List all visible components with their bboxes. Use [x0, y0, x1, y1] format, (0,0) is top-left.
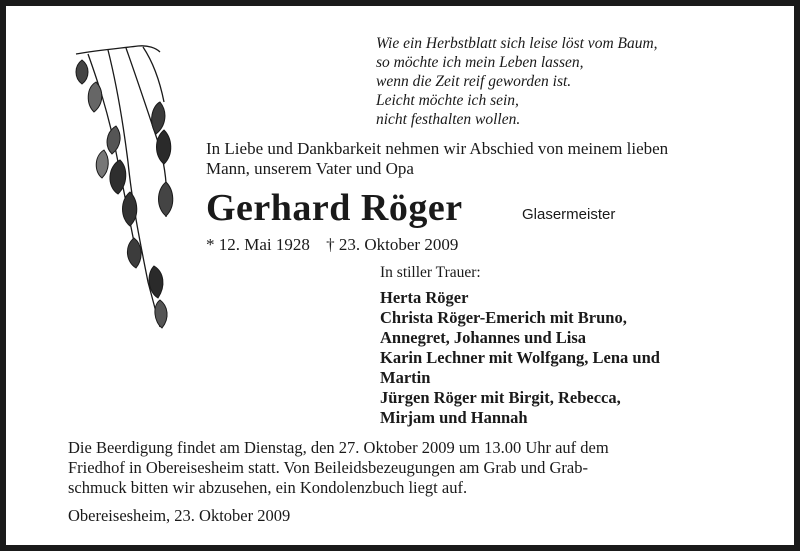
- poem-line: nicht festhalten wollen.: [376, 111, 521, 128]
- funeral-line: Friedhof in Obereisesheim statt. Von Beileidsbezeugungen am Grab und Grab-: [68, 458, 588, 477]
- birch-leaves-illustration: [68, 42, 188, 332]
- deceased-name: Gerhard Röger: [206, 187, 463, 229]
- mourners-list: [380, 288, 660, 428]
- mourners-heading: In stiller Trauer:: [380, 264, 481, 281]
- mourner-line: Karin Lechner mit Wolfgang, Lena und: [380, 348, 660, 367]
- death-date: † 23. Oktober 2009: [326, 235, 459, 254]
- funeral-line: Die Beerdigung findet am Dienstag, den 27. Oktober 2009 um 13.00 Uhr auf dem: [68, 438, 609, 457]
- place-and-date: Obereisesheim, 23. Oktober 2009: [68, 506, 291, 525]
- funeral-notice: [68, 438, 748, 498]
- intro-line: Mann, unserem Vater und Opa: [206, 159, 414, 178]
- deceased-occupation: Glasermeister: [522, 206, 616, 223]
- mourner-line: Herta Röger: [380, 288, 469, 307]
- farewell-intro: [206, 139, 668, 179]
- poem-line: wenn die Zeit reif geworden ist.: [376, 73, 572, 90]
- poem-line: Wie ein Herbstblatt sich leise löst vom Baum,: [376, 35, 658, 52]
- life-dates: [206, 235, 470, 255]
- poem-line: Leicht möchte ich sein,: [376, 92, 519, 109]
- poem-line: so möchte ich mein Leben lassen,: [376, 54, 584, 71]
- birth-date: * 12. Mai 1928: [206, 235, 310, 254]
- mourner-line: Jürgen Röger mit Birgit, Rebecca,: [380, 388, 621, 407]
- mourner-line: Mirjam und Hannah: [380, 408, 528, 427]
- mourner-line: Annegret, Johannes und Lisa: [380, 328, 587, 347]
- poem: [376, 34, 658, 129]
- funeral-line: schmuck bitten wir abzusehen, ein Kondolenzbuch liegt auf.: [68, 478, 468, 497]
- mourner-line: Christa Röger-Emerich mit Bruno,: [380, 308, 627, 327]
- intro-line: In Liebe und Dankbarkeit nehmen wir Abschied von meinem lieben: [206, 139, 669, 158]
- mourner-line: Martin: [380, 368, 431, 387]
